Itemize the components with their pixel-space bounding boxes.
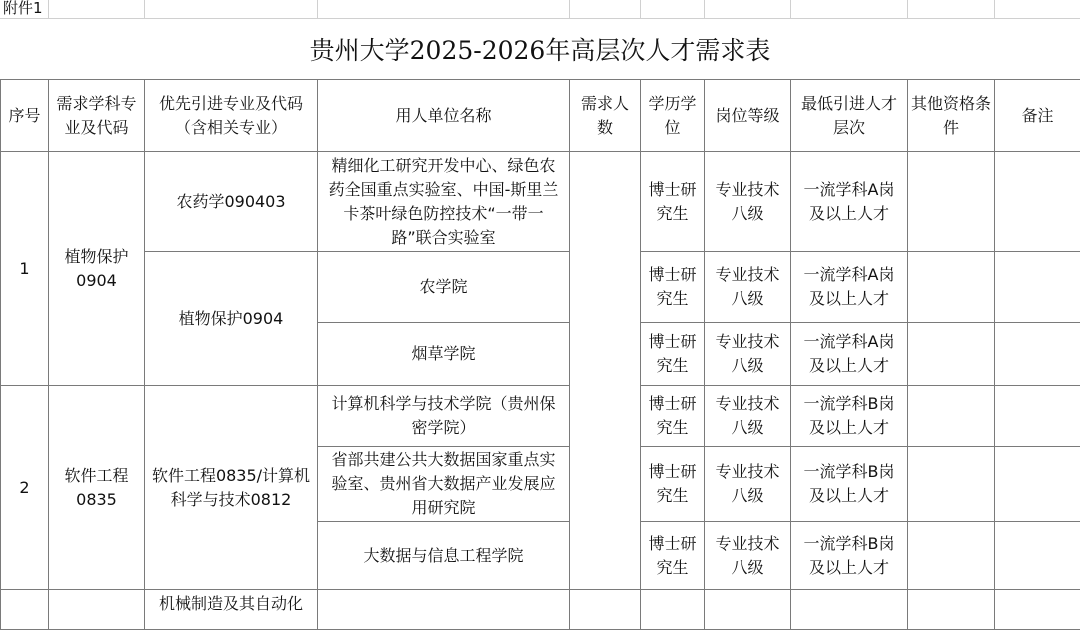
priority-major-cell: 机械制造及其自动化 xyxy=(145,590,318,630)
degree-cell: 博士研究生 xyxy=(641,447,705,522)
header-other-req: 其他资格条件 xyxy=(908,80,995,152)
level-cell: 一流学科A岗及以上人才 xyxy=(791,323,908,386)
discipline-cell xyxy=(49,590,145,630)
remark-cell xyxy=(995,323,1080,386)
unit-cell: 农学院 xyxy=(318,252,570,323)
degree-cell: 博士研究生 xyxy=(641,152,705,252)
remark-cell xyxy=(995,447,1080,522)
other-req-cell xyxy=(908,386,995,447)
count-cell xyxy=(570,152,641,590)
header-count: 需求人数 xyxy=(570,80,641,152)
header-grade: 岗位等级 xyxy=(705,80,791,152)
remark-cell xyxy=(995,152,1080,252)
level-cell: 一流学科B岗及以上人才 xyxy=(791,522,908,590)
level-cell: 一流学科B岗及以上人才 xyxy=(791,447,908,522)
discipline-cell: 软件工程0835 xyxy=(49,386,145,590)
priority-major-cell: 农药学090403 xyxy=(145,152,318,252)
seq-cell xyxy=(1,590,49,630)
other-req-cell xyxy=(908,447,995,522)
header-seq: 序号 xyxy=(1,80,49,152)
degree-cell xyxy=(641,590,705,630)
priority-major-cell: 植物保护0904 xyxy=(145,252,318,386)
unit-cell: 烟草学院 xyxy=(318,323,570,386)
grade-cell: 专业技术八级 xyxy=(705,323,791,386)
grade-cell: 专业技术八级 xyxy=(705,252,791,323)
other-req-cell xyxy=(908,323,995,386)
priority-major-cell: 软件工程0835/计算机科学与技术0812 xyxy=(145,386,318,590)
remark-cell xyxy=(995,386,1080,447)
other-req-cell xyxy=(908,522,995,590)
grade-cell: 专业技术八级 xyxy=(705,522,791,590)
grade-cell: 专业技术八级 xyxy=(705,386,791,447)
table-row xyxy=(1,152,1080,252)
header-degree: 学历学位 xyxy=(641,80,705,152)
level-cell: 一流学科A岗及以上人才 xyxy=(791,152,908,252)
other-req-cell xyxy=(908,252,995,323)
header-unit: 用人单位名称 xyxy=(318,80,570,152)
table-row-partial xyxy=(1,590,1080,630)
grade-cell: 专业技术八级 xyxy=(705,447,791,522)
unit-cell xyxy=(318,590,570,630)
header-row xyxy=(1,80,1080,152)
unit-cell: 省部共建公共大数据国家重点实验室、贵州省大数据产业发展应用研究院 xyxy=(318,447,570,522)
unit-cell: 计算机科学与技术学院（贵州保密学院） xyxy=(318,386,570,447)
level-cell: 一流学科B岗及以上人才 xyxy=(791,386,908,447)
table-row xyxy=(1,252,1080,323)
remark-cell xyxy=(995,252,1080,323)
other-req-cell xyxy=(908,152,995,252)
header-discipline: 需求学科专业及代码 xyxy=(49,80,145,152)
level-cell xyxy=(791,590,908,630)
level-cell: 一流学科A岗及以上人才 xyxy=(791,252,908,323)
degree-cell: 博士研究生 xyxy=(641,252,705,323)
seq-cell: 1 xyxy=(1,152,49,386)
seq-cell: 2 xyxy=(1,386,49,590)
talent-demand-table xyxy=(0,79,1080,630)
grade-cell: 专业技术八级 xyxy=(705,152,791,252)
degree-cell: 博士研究生 xyxy=(641,323,705,386)
unit-cell: 精细化工研究开发中心、绿色农药全国重点实验室、中国-斯里兰卡茶叶绿色防控技术“一带一路”联合实验室 xyxy=(318,152,570,252)
unit-cell: 大数据与信息工程学院 xyxy=(318,522,570,590)
discipline-cell: 植物保护0904 xyxy=(49,152,145,386)
count-cell xyxy=(570,590,641,630)
table-row xyxy=(1,386,1080,447)
other-req-cell xyxy=(908,590,995,630)
remark-cell xyxy=(995,590,1080,630)
sheet-top-row xyxy=(0,0,1080,19)
annex-label: 附件1 xyxy=(3,0,43,18)
grade-cell xyxy=(705,590,791,630)
document-title: 贵州大学2025-2026年高层次人才需求表 xyxy=(0,28,1080,74)
degree-cell: 博士研究生 xyxy=(641,522,705,590)
header-remark: 备注 xyxy=(995,80,1080,152)
header-priority-major: 优先引进专业及代码（含相关专业） xyxy=(145,80,318,152)
header-min-level: 最低引进人才层次 xyxy=(791,80,908,152)
remark-cell xyxy=(995,522,1080,590)
degree-cell: 博士研究生 xyxy=(641,386,705,447)
